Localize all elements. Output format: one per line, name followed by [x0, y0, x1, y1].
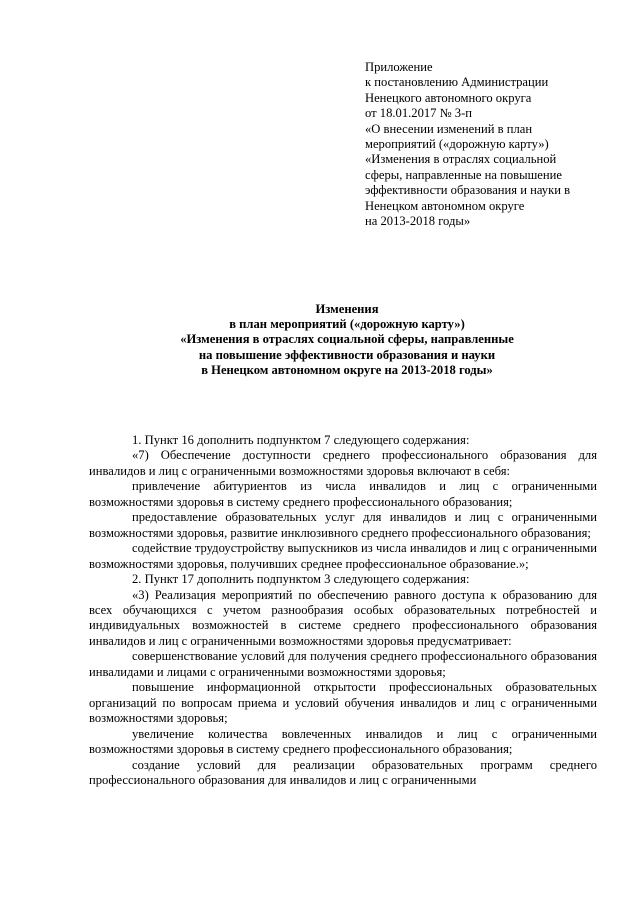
paragraph: повышение информационной открытости профессиональных образовательных организаций по вопросам приема и условий обучения инвалидов и лиц с ограниченными возможностями здоровья;: [89, 680, 597, 726]
title-line: «Изменения в отраслях социальной сферы, направленные: [180, 332, 514, 347]
paragraph: увеличение количества вовлеченных инвалидов и лиц с ограниченными возможностями здоровья в систему среднего профессионального образования;: [89, 726, 597, 757]
appendix-line: на 2013-2018 годы»: [365, 214, 471, 229]
paragraph: создание условий для реализации образовательных программ среднего профессионального образования для инвалидов и лиц с ограниченными: [89, 757, 597, 787]
appendix-line: «Изменения в отраслях социальной: [365, 152, 557, 167]
paragraph: совершенствование условий для получения среднего профессионального образования инвалидами и лицами с ограниченными возможностями здоровья;: [89, 649, 597, 679]
title-line: в план мероприятий («дорожную карту»): [229, 317, 465, 332]
appendix-line: от 18.01.2017 № 3-п: [365, 106, 472, 121]
title-line: на повышение эффективности образования и науки: [198, 347, 496, 362]
document-title: [92, 302, 602, 378]
paragraph: привлечение абитуриентов из числа инвалидов и лиц с ограниченными возможностями здоровья в систему среднего профессионального образования;: [89, 479, 597, 509]
paragraph-subitem-7: «7) Обеспечение доступности среднего профессионального образования для инвалидов и лиц с ограниченными возможностями здоровья включают в себя:: [89, 448, 597, 478]
appendix-line: мероприятий («дорожную карту»): [365, 137, 549, 152]
appendix-line: к постановлению Администрации: [365, 75, 549, 90]
document-body: [89, 433, 597, 788]
appendix-line: Ненецкого автономного округа: [365, 90, 532, 105]
appendix-block: [365, 60, 615, 229]
title-line: Изменения: [315, 302, 379, 316]
appendix-line: эффективности образования и науки в: [365, 183, 571, 198]
paragraph-item-16-intro: 1. Пункт 16 дополнить подпунктом 7 следующего содержания:: [132, 433, 470, 447]
paragraph: содействие трудоустройству выпускников из числа инвалидов и лиц с ограниченными возможностями здоровья, получивших среднее профессиональное образование.»;: [89, 541, 597, 571]
appendix-line: Приложение: [365, 60, 433, 74]
paragraph: предоставление образовательных услуг для инвалидов и лиц с ограниченными возможностями здоровья, развитие инклюзивного среднего профессионального образования;: [89, 510, 597, 540]
paragraph-item-17-intro: 2. Пункт 17 дополнить подпунктом 3 следующего содержания:: [132, 572, 470, 587]
paragraph-subitem-3: «3) Реализация мероприятий по обеспечению равного доступа к образованию для всех обучающихся с учетом разнообразия особых образовательных потребностей и индивидуальных возможностей в системе среднего профессионального образования инвалидов и лиц с ограниченными возможностями здоровья предусматривает:: [89, 587, 597, 648]
appendix-line: Ненецком автономном округе: [365, 198, 525, 213]
appendix-line: сферы, направленные на повышение: [365, 167, 562, 182]
title-line: в Ненецком автономном округе на 2013-2018 годы»: [201, 362, 493, 377]
appendix-line: «О внесении изменений в план: [365, 121, 533, 136]
